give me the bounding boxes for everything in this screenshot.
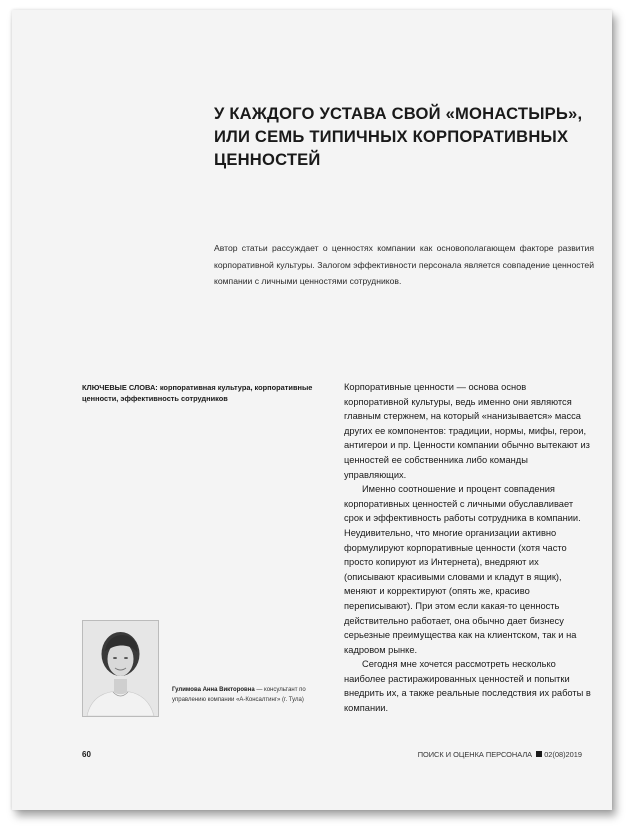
author-name: Гулимова Анна Викторовна — [172, 687, 255, 693]
article-lead: Автор статьи рассуждает о ценностях компании как основополагающем факторе развития корпоративной культуры. Залогом эффективности персонала является совпадение ценностей компании с личными ценностями сотрудников. — [214, 243, 594, 286]
body-paragraph-3: Сегодня мне хочется рассмотреть несколько наиболее растиражированных ценностей и попытки внедрить их, а также реальные последствия их работы в компании. — [344, 659, 591, 714]
author-photo — [82, 620, 159, 717]
square-separator-icon — [536, 751, 542, 757]
keywords-label: КЛЮЧЕВЫЕ СЛОВА: — [82, 383, 158, 392]
body-paragraph-1: Корпоративные ценности — основа основ корпоративной культуры, ведь именно они являются главным стержнем, на который «нанизывается» масса других ее компонентов: традиции, нормы, мифы, герои, антигерои и пр. Ценности компании обычно вытекают из ценностей ее собственника либо команды управляющих. — [344, 382, 590, 480]
page-number: 60 — [82, 750, 91, 759]
title-line-2: ИЛИ СЕМЬ ТИПИЧНЫХ КОРПОРАТИВНЫХ — [214, 127, 569, 146]
author-caption — [172, 686, 337, 705]
magazine-page — [12, 10, 612, 810]
title-line-3: ЦЕННОСТЕЙ — [214, 150, 321, 169]
journal-footer — [418, 750, 582, 759]
article-body — [344, 380, 592, 716]
article-title — [214, 102, 604, 171]
title-line-1: У КАЖДОГО УСТАВА СВОЙ «МОНАСТЫРЬ», — [214, 104, 583, 123]
keywords-block — [82, 382, 332, 404]
body-paragraph-2: Именно соотношение и процент совпадения корпоративных ценностей с личными обуславливает срок и эффективность работы сотрудника в компании. Неудивительно, что многие организации активно формулируют корпоративные ценности (хотя часто просто копируют из Интернета), внедряют их (описывают красивыми словами и кладут в ящик), меняют и корректируют (опять же, красиво переписывают). При этом если какая-то ценность действительно работает, она обычно дает бизнесу серьезные преимущества как на клиентском, так и на кадровом рынке. — [344, 484, 581, 655]
journal-name: ПОИСК И ОЦЕНКА ПЕРСОНАЛА — [417, 750, 533, 759]
keywords-text: корпоративная культура, корпоративные ценности, эффективность сотрудников — [82, 383, 313, 403]
author-role: — консультант по управлению компании «А-Консалтинг» (г. Тула) — [172, 687, 306, 703]
author-portrait-illustration — [83, 621, 158, 716]
journal-issue: 02(08)2019 — [544, 750, 582, 759]
